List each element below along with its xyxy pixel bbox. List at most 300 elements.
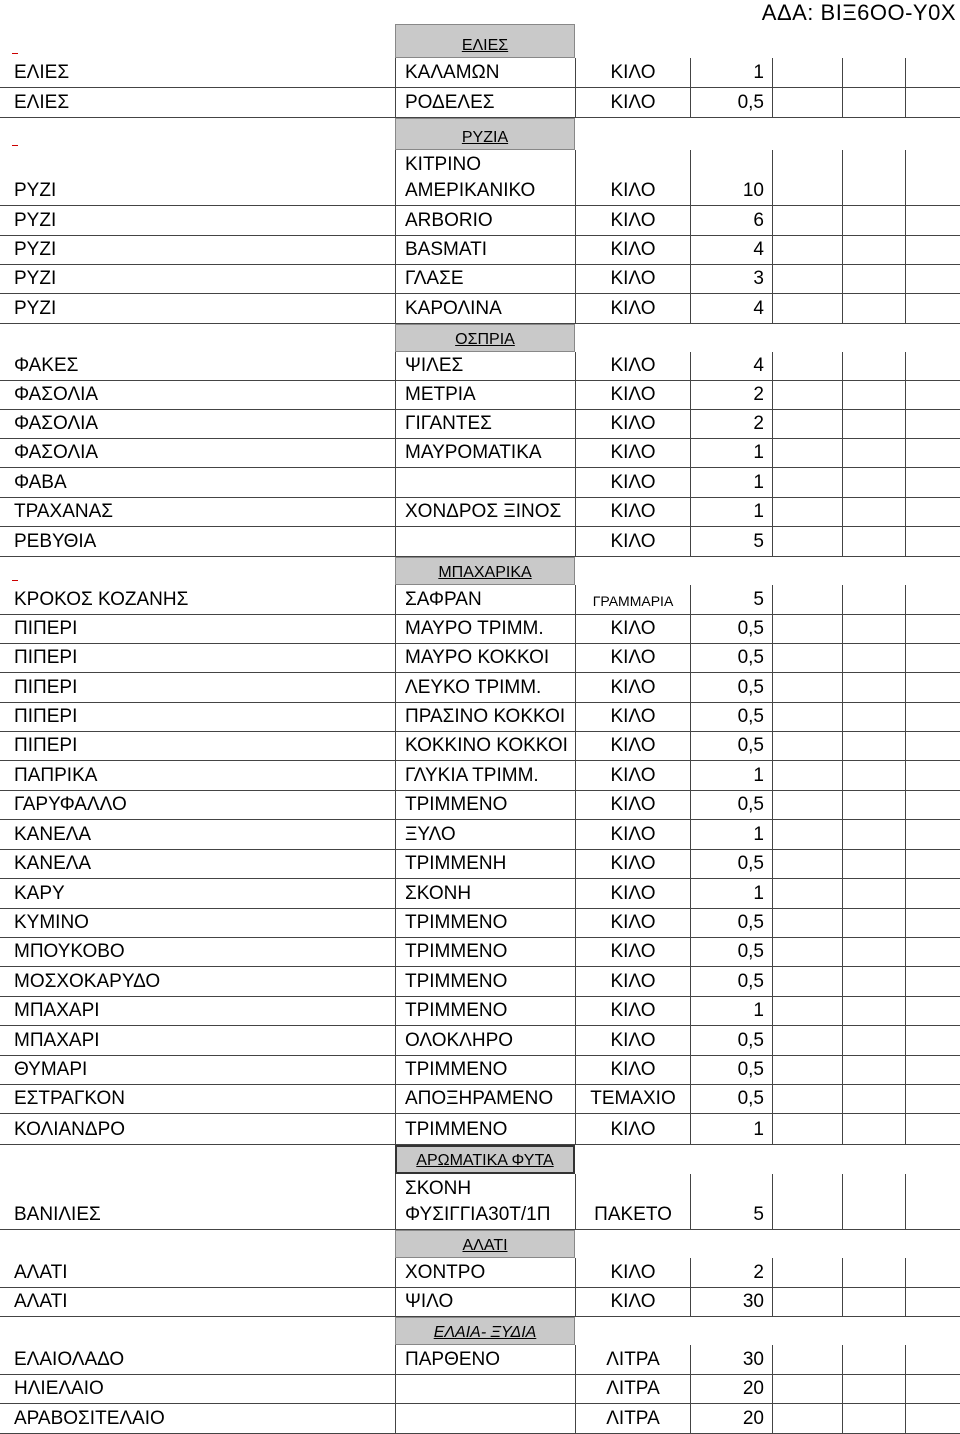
- column-divider: [395, 1026, 396, 1056]
- column-divider: [842, 1056, 843, 1085]
- column-divider: [905, 352, 906, 381]
- table-row: [0, 791, 960, 820]
- table-row: [0, 820, 960, 850]
- table-row: [0, 1288, 960, 1317]
- product-description: ΤΡΙΜΜΕΝΟ: [405, 971, 508, 992]
- product-name: ΕΣΤΡΑΓΚΟΝ: [14, 1088, 126, 1109]
- quantity: 20: [742, 1408, 764, 1429]
- column-divider: [842, 381, 843, 410]
- product-description: BASMATI: [405, 239, 487, 260]
- unit: ΚΙΛΟ: [610, 647, 656, 668]
- row-marker: [12, 580, 18, 581]
- column-divider: [395, 820, 396, 850]
- column-divider: [905, 498, 906, 527]
- section-header-row: [0, 324, 960, 352]
- table-row: [0, 352, 960, 381]
- column-divider: [842, 265, 843, 294]
- column-divider: [772, 1026, 773, 1056]
- column-divider: [905, 909, 906, 938]
- column-divider: [772, 150, 773, 206]
- product-description-line1: ΚΙΤΡΙΝΟ: [405, 154, 482, 175]
- section-header: [395, 1145, 575, 1174]
- quantity: 1: [753, 765, 764, 786]
- product-name: ΚΑΡΥ: [14, 883, 65, 904]
- column-divider: [395, 381, 396, 410]
- section-header-row: [0, 557, 960, 585]
- table-row: [0, 703, 960, 732]
- unit: ΚΙΛΟ: [610, 618, 656, 639]
- quantity: 0,5: [737, 1059, 764, 1080]
- unit: ΚΙΛΟ: [610, 971, 656, 992]
- unit: ΚΙΛΟ: [610, 531, 656, 552]
- column-divider: [395, 938, 396, 967]
- section-header-label: ΡΥΖΙΑ: [461, 129, 509, 146]
- column-divider: [842, 703, 843, 732]
- unit: ΚΙΛΟ: [610, 62, 656, 83]
- product-description: ΜΑΥΡΟ ΤΡΙΜΜ.: [405, 618, 544, 639]
- product-name: ΠΙΠΕΡΙ: [14, 735, 78, 756]
- quantity: 0,5: [737, 971, 764, 992]
- column-divider: [842, 732, 843, 761]
- column-divider: [905, 761, 906, 791]
- unit: ΚΙΛΟ: [610, 824, 656, 845]
- quantity: 1: [753, 1119, 764, 1140]
- column-divider: [905, 1375, 906, 1404]
- column-divider: [395, 673, 396, 703]
- unit: ΚΙΛΟ: [610, 180, 656, 201]
- column-divider: [842, 527, 843, 557]
- product-name: ΗΛΙΕΛΑΙΟ: [14, 1378, 104, 1399]
- quantity: 4: [753, 355, 764, 376]
- product-name: ΜΠΟΥΚΟΒΟ: [14, 941, 125, 962]
- column-divider: [395, 791, 396, 820]
- product-name: ΦΑΣΟΛΙΑ: [14, 384, 99, 405]
- product-description: ΠΑΡΘΕΝΟ: [405, 1349, 501, 1370]
- table-row: [0, 236, 960, 265]
- quantity: 2: [753, 413, 764, 434]
- quantity: 1: [753, 442, 764, 463]
- column-divider: [905, 732, 906, 761]
- column-divider: [395, 88, 396, 118]
- table-row: [0, 527, 960, 557]
- product-name: ΡΥΖΙ: [14, 180, 57, 201]
- table-row: [0, 879, 960, 909]
- table-row: [0, 1375, 960, 1404]
- product-name: ΚΑΝΕΛΑ: [14, 824, 92, 845]
- unit: ΚΙΛΟ: [610, 765, 656, 786]
- column-divider: [842, 997, 843, 1026]
- section-header: [395, 118, 575, 150]
- unit: ΚΙΛΟ: [610, 413, 656, 434]
- column-divider: [395, 850, 396, 879]
- quantity: 1: [753, 501, 764, 522]
- product-name: ΒΑΝΙΛΙΕΣ: [14, 1204, 101, 1225]
- column-divider: [395, 468, 396, 498]
- quantity: 0,5: [737, 941, 764, 962]
- column-divider: [842, 294, 843, 324]
- section-header-row: [0, 1317, 960, 1345]
- unit: ΛΙΤΡΑ: [606, 1408, 660, 1429]
- table-row: [0, 850, 960, 879]
- column-divider: [905, 1404, 906, 1434]
- quantity: 1: [753, 472, 764, 493]
- column-divider: [772, 615, 773, 644]
- column-divider: [772, 673, 773, 703]
- column-divider: [395, 206, 396, 236]
- product-name: ΕΛΑΙΟΛΑΔΟ: [14, 1349, 125, 1370]
- column-divider: [772, 265, 773, 294]
- table-row: [0, 644, 960, 673]
- section-header-label: ΕΛΑΙΑ- ΞΥΔΙΑ: [433, 1324, 537, 1341]
- ada-code: ΑΔΑ: ΒΙΞ6ΟΟ-Υ0Χ: [761, 0, 956, 25]
- unit: ΚΙΛΟ: [610, 677, 656, 698]
- column-divider: [842, 352, 843, 381]
- unit: ΚΙΛΟ: [610, 92, 656, 113]
- column-divider: [772, 1404, 773, 1434]
- quantity: 0,5: [737, 853, 764, 874]
- section-header-label: ΕΛΙΕΣ: [461, 37, 509, 54]
- column-divider: [842, 585, 843, 615]
- quantity: 30: [742, 1349, 764, 1370]
- column-divider: [772, 791, 773, 820]
- column-divider: [905, 265, 906, 294]
- quantity: 2: [753, 384, 764, 405]
- product-description: ΦΥΣΙΓΓΙΑ30Τ/1Π: [405, 1204, 551, 1225]
- table-row: [0, 439, 960, 468]
- quantity: 30: [742, 1291, 764, 1312]
- section-header: [395, 1230, 575, 1258]
- column-divider: [395, 644, 396, 673]
- column-divider: [905, 527, 906, 557]
- section-header-label: ΑΡΩΜΑΤΙΚΑ ΦΥΤΑ: [416, 1152, 554, 1169]
- column-divider: [905, 468, 906, 498]
- product-description-line1: ΣΚΟΝΗ: [405, 1178, 472, 1199]
- column-divider: [905, 1288, 906, 1317]
- product-description: ΓΛΑΣΕ: [405, 268, 464, 289]
- column-divider: [905, 791, 906, 820]
- column-divider: [905, 294, 906, 324]
- quantity: 0,5: [737, 647, 764, 668]
- column-divider: [905, 236, 906, 265]
- unit: ΛΙΤΡΑ: [606, 1378, 660, 1399]
- product-name: ΡΥΖΙ: [14, 239, 57, 260]
- column-divider: [772, 732, 773, 761]
- column-divider: [772, 644, 773, 673]
- product-description: ΛΕΥΚΟ ΤΡΙΜΜ.: [405, 677, 542, 698]
- column-divider: [772, 879, 773, 909]
- unit: ΚΙΛΟ: [610, 442, 656, 463]
- column-divider: [395, 615, 396, 644]
- unit: ΚΙΛΟ: [610, 268, 656, 289]
- column-divider: [772, 468, 773, 498]
- column-divider: [772, 703, 773, 732]
- column-divider: [395, 997, 396, 1026]
- product-description: ΠΡΑΣΙΝΟ ΚΟΚΚΟΙ: [405, 706, 566, 727]
- column-divider: [772, 381, 773, 410]
- product-name: ΠΙΠΕΡΙ: [14, 677, 78, 698]
- table-row: [0, 468, 960, 498]
- product-name: ΠΙΠΕΡΙ: [14, 706, 78, 727]
- column-divider: [842, 1085, 843, 1114]
- product-name: ΚΟΛΙΑΝΔΡΟ: [14, 1119, 126, 1140]
- product-name: ΡΥΖΙ: [14, 210, 57, 231]
- quantity: 0,5: [737, 735, 764, 756]
- column-divider: [772, 206, 773, 236]
- product-description: ΜΑΥΡΟΜΑΤΙΚΑ: [405, 442, 542, 463]
- column-divider: [842, 1375, 843, 1404]
- column-divider: [842, 938, 843, 967]
- quantity: 5: [753, 1204, 764, 1225]
- column-divider: [772, 236, 773, 265]
- column-divider: [395, 967, 396, 997]
- column-divider: [772, 352, 773, 381]
- table-row: [0, 909, 960, 938]
- column-divider: [905, 703, 906, 732]
- column-divider: [905, 439, 906, 468]
- quantity: 1: [753, 824, 764, 845]
- column-divider: [395, 352, 396, 381]
- quantity: 3: [753, 268, 764, 289]
- section-header-label: ΑΛΑΤΙ: [462, 1237, 508, 1254]
- column-divider: [772, 58, 773, 88]
- quantity: 5: [753, 531, 764, 552]
- unit: ΚΙΛΟ: [610, 912, 656, 933]
- product-description: ΜΑΥΡΟ ΚΟΚΚΟΙ: [405, 647, 550, 668]
- column-divider: [842, 673, 843, 703]
- product-name: ΜΠΑΧΑΡΙ: [14, 1030, 100, 1051]
- column-divider: [772, 294, 773, 324]
- unit: ΚΙΛΟ: [610, 941, 656, 962]
- column-divider: [772, 1258, 773, 1288]
- column-divider: [772, 850, 773, 879]
- column-divider: [395, 1085, 396, 1114]
- column-divider: [905, 967, 906, 997]
- product-name: ΠΙΠΕΡΙ: [14, 647, 78, 668]
- column-divider: [395, 1375, 396, 1404]
- product-name: ΦΑΚΕΣ: [14, 355, 79, 376]
- column-divider: [842, 88, 843, 118]
- column-divider: [905, 58, 906, 88]
- product-name: ΦΑΣΟΛΙΑ: [14, 442, 99, 463]
- product-description: ΑΠΟΞΗΡΑΜΕΝΟ: [405, 1088, 554, 1109]
- product-name: ΜΟΣΧΟΚΑΡΥΔΟ: [14, 971, 161, 992]
- column-divider: [842, 850, 843, 879]
- column-divider: [395, 527, 396, 557]
- product-name: ΚΑΝΕΛΑ: [14, 853, 92, 874]
- product-description: ΣΑΦΡΑΝ: [405, 589, 482, 610]
- column-divider: [772, 997, 773, 1026]
- quantity: 0,5: [737, 618, 764, 639]
- table-row: [0, 1174, 960, 1230]
- column-divider: [395, 498, 396, 527]
- column-divider: [395, 1404, 396, 1434]
- product-description: ΤΡΙΜΜΕΝΟ: [405, 794, 508, 815]
- column-divider: [772, 967, 773, 997]
- product-description: ΤΡΙΜΜΕΝΟ: [405, 1059, 508, 1080]
- column-divider: [772, 88, 773, 118]
- column-divider: [905, 1174, 906, 1230]
- table-row: [0, 1114, 960, 1145]
- column-divider: [842, 967, 843, 997]
- column-divider: [395, 1174, 396, 1230]
- row-marker: [12, 53, 18, 54]
- column-divider: [772, 1345, 773, 1375]
- quantity: 0,5: [737, 794, 764, 815]
- quantity: 1: [753, 883, 764, 904]
- column-divider: [395, 732, 396, 761]
- column-divider: [905, 820, 906, 850]
- unit: ΚΙΛΟ: [610, 706, 656, 727]
- column-divider: [842, 761, 843, 791]
- quantity: 0,5: [737, 677, 764, 698]
- product-description: ΤΡΙΜΜΕΝΟ: [405, 1000, 508, 1021]
- product-description: ΣΚΟΝΗ: [405, 883, 472, 904]
- column-divider: [905, 585, 906, 615]
- table-row: [0, 673, 960, 703]
- table-row: [0, 1404, 960, 1434]
- unit: ΚΙΛΟ: [610, 501, 656, 522]
- product-description: ΧΟΝΤΡΟ: [405, 1262, 486, 1283]
- section-header-label: ΜΠΑΧΑΡΙΚΑ: [438, 564, 532, 581]
- column-divider: [905, 615, 906, 644]
- column-divider: [905, 1345, 906, 1375]
- unit: ΚΙΛΟ: [610, 1000, 656, 1021]
- column-divider: [842, 615, 843, 644]
- unit: ΚΙΛΟ: [610, 735, 656, 756]
- column-divider: [395, 1056, 396, 1085]
- unit: ΛΙΤΡΑ: [606, 1349, 660, 1370]
- unit: ΚΙΛΟ: [610, 1262, 656, 1283]
- column-divider: [842, 206, 843, 236]
- unit: ΚΙΛΟ: [610, 355, 656, 376]
- unit: ΚΙΛΟ: [610, 1291, 656, 1312]
- unit: ΚΙΛΟ: [610, 239, 656, 260]
- table-row: [0, 967, 960, 997]
- column-divider: [772, 410, 773, 439]
- column-divider: [395, 909, 396, 938]
- unit: ΓΡΑΜΜΑΡΙΑ: [592, 593, 674, 609]
- column-divider: [395, 1345, 396, 1375]
- column-divider: [842, 58, 843, 88]
- product-name: ΚΥΜΙΝΟ: [14, 912, 89, 933]
- table-row: [0, 997, 960, 1026]
- column-divider: [772, 820, 773, 850]
- column-divider: [395, 236, 396, 265]
- unit: ΚΙΛΟ: [610, 1030, 656, 1051]
- product-description: ΨΙΛΟ: [405, 1291, 454, 1312]
- table-row: [0, 381, 960, 410]
- column-divider: [905, 1026, 906, 1056]
- quantity: 5: [753, 589, 764, 610]
- row-marker: [12, 145, 18, 146]
- column-divider: [905, 410, 906, 439]
- column-divider: [905, 88, 906, 118]
- column-divider: [772, 938, 773, 967]
- product-name: ΕΛΙΕΣ: [14, 92, 70, 113]
- product-description: ΧΟΝΔΡΟΣ ΞΙΝΟΣ: [405, 501, 562, 522]
- product-description: ΑΜΕΡΙΚΑΝΙΚΟ: [405, 180, 536, 201]
- column-divider: [905, 850, 906, 879]
- quantity: 0,5: [737, 1030, 764, 1051]
- column-divider: [842, 791, 843, 820]
- quantity: 4: [753, 298, 764, 319]
- column-divider: [772, 439, 773, 468]
- quantity: 0,5: [737, 92, 764, 113]
- unit: ΠΑΚΕΤΟ: [594, 1204, 672, 1225]
- column-divider: [395, 294, 396, 324]
- product-description: ΓΙΓΑΝΤΕΣ: [405, 413, 492, 434]
- table-row: [0, 732, 960, 761]
- column-divider: [395, 1114, 396, 1145]
- table-row: [0, 1026, 960, 1056]
- unit: ΚΙΛΟ: [610, 794, 656, 815]
- section-header: [395, 24, 575, 58]
- column-divider: [772, 1375, 773, 1404]
- column-divider: [772, 1114, 773, 1145]
- column-divider: [772, 585, 773, 615]
- quantity: 1: [753, 1000, 764, 1021]
- column-divider: [842, 879, 843, 909]
- unit: ΚΙΛΟ: [610, 1059, 656, 1080]
- quantity: 0,5: [737, 912, 764, 933]
- column-divider: [772, 1174, 773, 1230]
- product-description: ΜΕΤΡΙΑ: [405, 384, 476, 405]
- section-header-row: [0, 118, 960, 150]
- column-divider: [842, 1258, 843, 1288]
- column-divider: [905, 206, 906, 236]
- product-name: ΚΡΟΚΟΣ ΚΟΖΑΝΗΣ: [14, 589, 189, 610]
- table-row: [0, 294, 960, 324]
- product-name: ΘΥΜΑΡΙ: [14, 1059, 88, 1080]
- product-name: ΑΡΑΒΟΣΙΤΕΛΑΙΟ: [14, 1408, 165, 1429]
- section-header-row: [0, 1230, 960, 1258]
- product-description: ΨΙΛΕΣ: [405, 355, 464, 376]
- quantity: 20: [742, 1378, 764, 1399]
- column-divider: [842, 150, 843, 206]
- table-row: [0, 1258, 960, 1288]
- column-divider: [905, 673, 906, 703]
- product-description: ΡΟΔΕΛΕΣ: [405, 92, 495, 113]
- table-row: [0, 88, 960, 118]
- column-divider: [842, 644, 843, 673]
- column-divider: [842, 1114, 843, 1145]
- column-divider: [905, 938, 906, 967]
- unit: ΚΙΛΟ: [610, 883, 656, 904]
- product-description: ΤΡΙΜΜΕΝΟ: [405, 941, 508, 962]
- column-divider: [842, 1345, 843, 1375]
- section-header: [395, 557, 575, 585]
- column-divider: [772, 1056, 773, 1085]
- section-header-label: ΟΣΠΡΙΑ: [455, 331, 515, 348]
- table-row: [0, 1085, 960, 1114]
- unit: ΤΕΜΑΧΙΟ: [590, 1088, 676, 1109]
- column-divider: [395, 410, 396, 439]
- product-name: ΓΑΡΥΦΑΛΛΟ: [14, 794, 127, 815]
- product-name: ΡΕΒΥΘΙΑ: [14, 531, 97, 552]
- column-divider: [905, 1258, 906, 1288]
- section-header-row: [0, 1145, 960, 1174]
- product-description: ΤΡΙΜΜΕΝΗ: [405, 853, 507, 874]
- product-description: ΤΡΙΜΜΕΝΟ: [405, 1119, 508, 1140]
- column-divider: [842, 820, 843, 850]
- table-row: [0, 265, 960, 294]
- column-divider: [395, 879, 396, 909]
- section-header-row: [0, 24, 960, 58]
- column-divider: [905, 879, 906, 909]
- column-divider: [842, 1404, 843, 1434]
- column-divider: [905, 1114, 906, 1145]
- quantity: 6: [753, 210, 764, 231]
